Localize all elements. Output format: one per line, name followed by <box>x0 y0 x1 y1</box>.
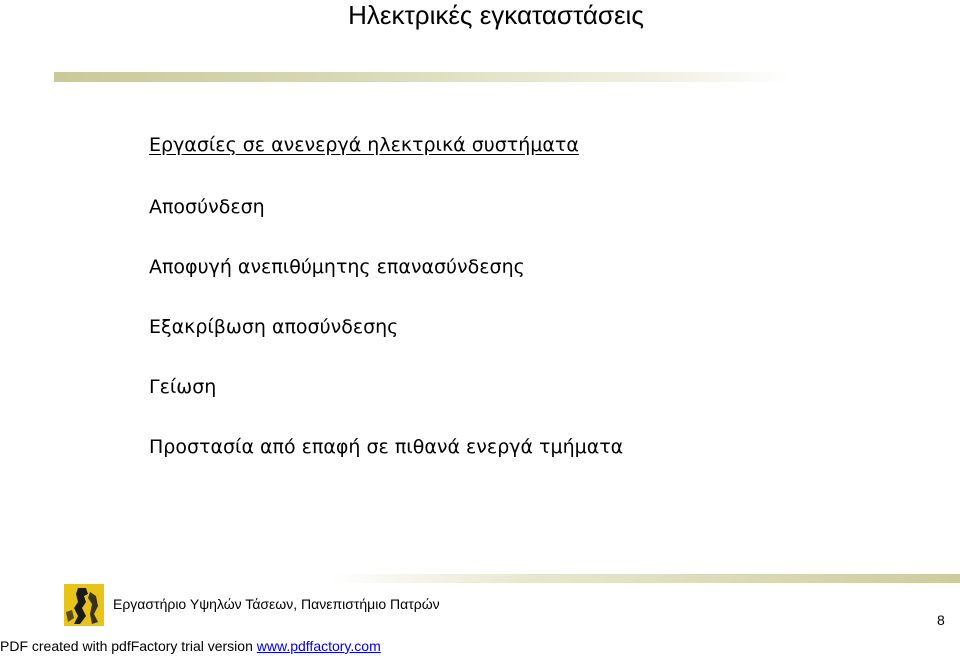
footer-institution: Εργαστήριο Υψηλών Τάσεων, Πανεπιστήμιο Πατρών <box>113 596 440 612</box>
list-item: Εξακρίβωση αποσύνδεσης <box>149 316 399 338</box>
footer-divider-bar <box>330 574 960 583</box>
slide-title: Ηλεκτρικές εγκαταστάσεις <box>348 0 644 30</box>
pdf-notice-text: PDF created with pdfFactory trial version <box>0 638 257 654</box>
section-heading: Εργασίες σε ανενεργά ηλεκτρικά συστήματα <box>149 134 579 156</box>
pdf-notice <box>0 637 381 655</box>
ancient-figure-logo-icon <box>64 584 104 626</box>
page-number: 8 <box>937 612 945 628</box>
list-item: Αποσύνδεση <box>149 196 265 218</box>
list-item: Αποφυγή ανεπιθύμητης επανασύνδεσης <box>149 256 525 278</box>
list-item: Γείωση <box>149 376 217 398</box>
pdffactory-link[interactable]: www.pdffactory.com <box>256 638 381 654</box>
title-divider-bar <box>54 72 790 82</box>
list-item: Προστασία από επαφή σε πιθανά ενεργά τμήματα <box>149 436 624 458</box>
